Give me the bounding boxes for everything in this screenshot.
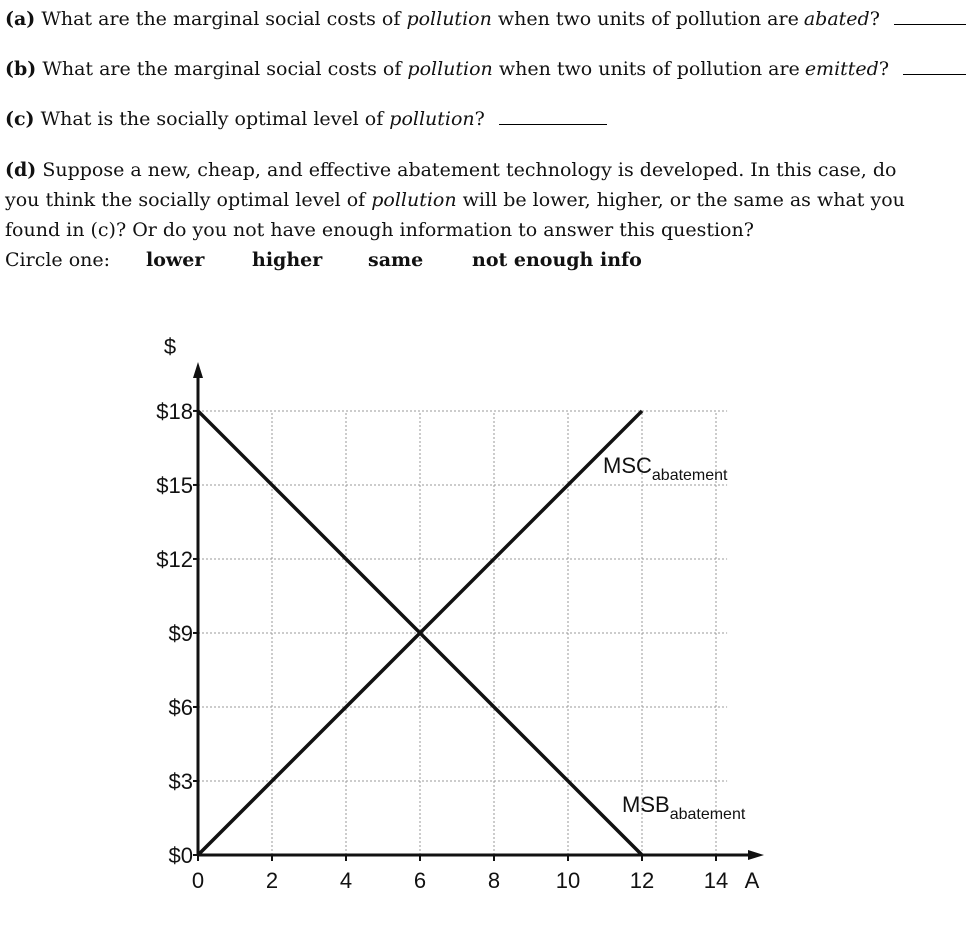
x-tick-label: 4	[339, 868, 353, 893]
x-axis-arrow	[748, 850, 764, 860]
question-b-emphasis-pollution: pollution	[407, 58, 493, 80]
y-tick-label: $18	[156, 398, 193, 424]
x-tick-label: 8	[487, 868, 501, 893]
x-axis-label: A	[744, 868, 760, 893]
question-c-emphasis-pollution: pollution	[389, 108, 475, 130]
option-higher[interactable]: higher	[252, 249, 323, 271]
question-d-emphasis-pollution: pollution	[371, 189, 457, 211]
y-axis-label: $	[163, 334, 177, 359]
question-b-text-mid: when two units of pollution are	[498, 58, 800, 80]
question-a-tag: (a)	[5, 8, 36, 30]
question-a-emphasis-pollution: pollution	[406, 8, 492, 30]
series-label-subscript: abatement	[651, 467, 728, 484]
question-b-tag: (b)	[5, 58, 37, 80]
option-same[interactable]: same	[368, 249, 424, 271]
x-tick-label: 10	[555, 868, 581, 893]
option-lower[interactable]: lower	[146, 249, 205, 271]
question-c-tag: (c)	[5, 108, 35, 130]
x-tick-label: 14	[703, 868, 729, 893]
question-d-text-1: Suppose a new, cheap, and effective abatement technology is developed. In this case, do you think the socially optimal level of	[5, 159, 897, 211]
question-d-text-2: will be lower, higher, or the same as what you found in (c)? Or do you not have enough information to answer this question?	[5, 189, 905, 241]
question-d-tag: (d)	[5, 159, 37, 181]
y-tick-label: $9	[168, 620, 193, 646]
question-a-emphasis-abated: abated	[803, 8, 870, 30]
y-axis-arrow	[193, 362, 203, 378]
series-label-subscript: abatement	[669, 806, 746, 823]
option-not-enough-info[interactable]: not enough info	[472, 249, 642, 271]
y-tick-label: $0	[168, 843, 193, 868]
question-c: (c) What is the socially optimal level of pollution?	[5, 104, 607, 134]
question-b-emphasis-emitted: emitted	[804, 58, 879, 80]
series-label-msc	[603, 453, 728, 484]
y-tick-label: $15	[156, 472, 193, 498]
question-b: (b) What are the marginal social costs of pollution when two units of pollution are emitted?	[5, 54, 966, 84]
circle-one-label: Circle one:	[5, 249, 111, 271]
question-c-text: What is the socially optimal level of	[40, 108, 384, 130]
y-tick-label: $6	[168, 694, 193, 720]
y-tick-label: $3	[168, 768, 193, 794]
series-label-msb	[622, 792, 746, 823]
y-tick-label: $12	[156, 546, 193, 572]
question-b-text: What are the marginal social costs of	[42, 58, 402, 80]
x-tick-label: 0	[191, 868, 205, 893]
series-label-main: MSC	[603, 453, 652, 478]
x-tick-label: 6	[413, 868, 427, 893]
x-tick-label: 2	[265, 868, 279, 893]
x-tick-label: 12	[629, 868, 655, 893]
question-a-text-mid: when two units of pollution are	[497, 8, 799, 30]
series-label-main: MSB	[622, 792, 670, 817]
question-a-text: What are the marginal social costs of	[41, 8, 401, 30]
question-a: (a) What are the marginal social costs of pollution when two units of pollution are abated?	[5, 4, 966, 34]
